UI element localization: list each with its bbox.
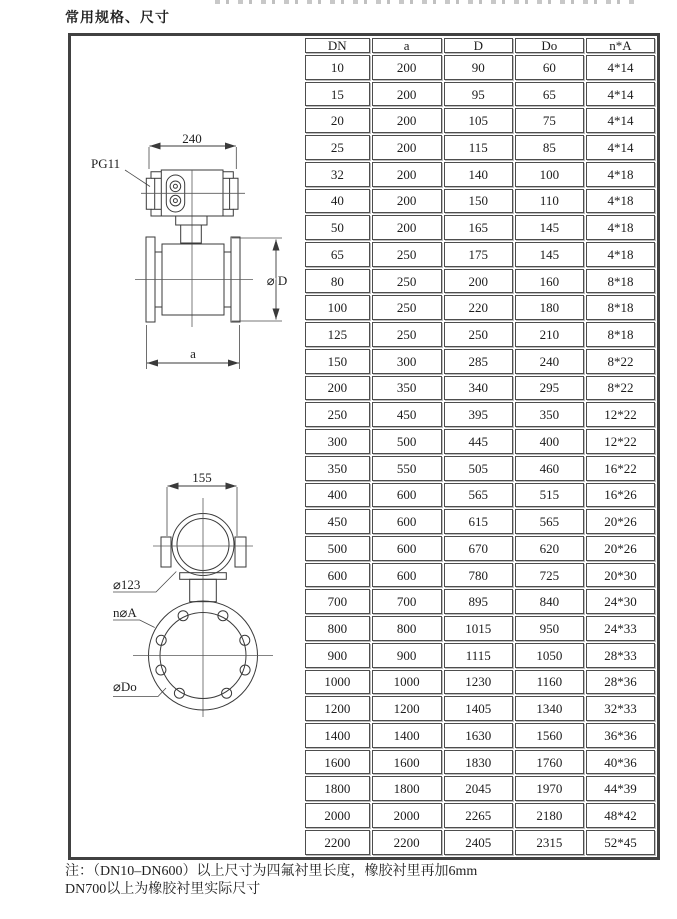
- table-row: [305, 402, 655, 427]
- table-cell: 1000: [372, 670, 442, 695]
- table-cell: 115: [444, 135, 513, 160]
- table-cell: 900: [305, 643, 370, 668]
- pg11-label: PG11: [91, 156, 121, 171]
- table-cell: 1160: [515, 670, 584, 695]
- dim-a-label: a: [190, 346, 196, 361]
- table-row: [305, 456, 655, 481]
- table-header-row: [305, 38, 655, 53]
- table-cell: 350: [305, 456, 370, 481]
- table-cell: 145: [515, 242, 584, 267]
- column-header: D: [444, 38, 513, 53]
- table-row: [305, 376, 655, 401]
- table-cell: 175: [444, 242, 513, 267]
- table-cell: 295: [515, 376, 584, 401]
- table-row: [305, 750, 655, 775]
- table-cell: 600: [372, 563, 442, 588]
- table-cell: 50: [305, 215, 370, 240]
- table-cell: 200: [372, 108, 442, 133]
- table-cell: 145: [515, 215, 584, 240]
- table-cell: 600: [305, 563, 370, 588]
- table-cell: 505: [444, 456, 513, 481]
- table-cell: 1000: [305, 670, 370, 695]
- table-cell: 200: [305, 376, 370, 401]
- table-cell: 16*22: [586, 456, 655, 481]
- table-cell: 4*18: [586, 162, 655, 187]
- dimension-drawing: [71, 36, 307, 857]
- table-cell: 52*45: [586, 830, 655, 855]
- table-cell: 4*18: [586, 189, 655, 214]
- table-cell: 20: [305, 108, 370, 133]
- table-cell: 4*18: [586, 215, 655, 240]
- table-cell: 515: [515, 483, 584, 508]
- table-cell: 8*18: [586, 269, 655, 294]
- cable-gland-hole: [170, 195, 181, 206]
- table-cell: 200: [372, 162, 442, 187]
- table-cell: 450: [305, 509, 370, 534]
- table-cell: 700: [372, 589, 442, 614]
- table-cell: 1200: [305, 696, 370, 721]
- table-cell: 125: [305, 322, 370, 347]
- table-cell: 36*36: [586, 723, 655, 748]
- table-cell: 2315: [515, 830, 584, 855]
- table-cell: 25: [305, 135, 370, 160]
- converter-tab-left: [161, 537, 171, 567]
- table-row: [305, 269, 655, 294]
- table-cell: 65: [305, 242, 370, 267]
- table-cell: 150: [305, 349, 370, 374]
- table-cell: 565: [444, 483, 513, 508]
- table-cell: 8*18: [586, 295, 655, 320]
- table-row: [305, 242, 655, 267]
- dia-123-label: ⌀123: [113, 577, 141, 592]
- table-cell: 200: [372, 215, 442, 240]
- table-cell: 15: [305, 82, 370, 107]
- table-row: [305, 723, 655, 748]
- spec-table: [303, 36, 657, 857]
- cropped-text-remnant: [215, 0, 635, 4]
- table-cell: 20*26: [586, 509, 655, 534]
- table-cell: 85: [515, 135, 584, 160]
- table-cell: 180: [515, 295, 584, 320]
- table-row: [305, 429, 655, 454]
- table-cell: 28*36: [586, 670, 655, 695]
- table-row: [305, 830, 655, 855]
- table-cell: 200: [372, 135, 442, 160]
- table-cell: 40*36: [586, 750, 655, 775]
- table-cell: 600: [372, 509, 442, 534]
- table-row: [305, 322, 655, 347]
- table-cell: 12*22: [586, 402, 655, 427]
- table-cell: 20*30: [586, 563, 655, 588]
- table-cell: 445: [444, 429, 513, 454]
- table-cell: 895: [444, 589, 513, 614]
- table-cell: 2180: [515, 803, 584, 828]
- table-cell: 250: [372, 295, 442, 320]
- table-cell: 1115: [444, 643, 513, 668]
- table-row: [305, 536, 655, 561]
- table-cell: 340: [444, 376, 513, 401]
- table-cell: 565: [515, 509, 584, 534]
- spec-sheet-frame: [68, 33, 660, 860]
- table-cell: 1400: [305, 723, 370, 748]
- table-cell: 60: [515, 55, 584, 80]
- table-cell: 1400: [372, 723, 442, 748]
- table-cell: 100: [305, 295, 370, 320]
- table-cell: 800: [372, 616, 442, 641]
- table-cell: 350: [515, 402, 584, 427]
- table-cell: 1600: [372, 750, 442, 775]
- table-cell: 48*42: [586, 803, 655, 828]
- table-row: [305, 776, 655, 801]
- converter-side-view: [91, 131, 245, 327]
- table-cell: 400: [515, 429, 584, 454]
- table-cell: 240: [515, 349, 584, 374]
- table-cell: 2405: [444, 830, 513, 855]
- table-cell: 600: [372, 483, 442, 508]
- table-cell: 200: [372, 55, 442, 80]
- table-cell: 300: [305, 429, 370, 454]
- table-row: [305, 643, 655, 668]
- table-cell: 4*14: [586, 108, 655, 133]
- table-cell: 8*22: [586, 349, 655, 374]
- table-cell: 220: [444, 295, 513, 320]
- table-cell: 800: [305, 616, 370, 641]
- table-cell: 20*26: [586, 536, 655, 561]
- table-cell: 140: [444, 162, 513, 187]
- table-cell: 725: [515, 563, 584, 588]
- table-row: [305, 670, 655, 695]
- table-cell: 28*33: [586, 643, 655, 668]
- table-cell: 105: [444, 108, 513, 133]
- page-title: 常用规格、尺寸: [65, 11, 170, 26]
- table-cell: 550: [372, 456, 442, 481]
- table-cell: 1340: [515, 696, 584, 721]
- table-row: [305, 616, 655, 641]
- table-cell: 200: [444, 269, 513, 294]
- table-row: [305, 509, 655, 534]
- table-cell: 250: [305, 402, 370, 427]
- table-cell: 90: [444, 55, 513, 80]
- table-cell: 32*33: [586, 696, 655, 721]
- table-row: [305, 55, 655, 80]
- table-row: [305, 135, 655, 160]
- table-cell: 600: [372, 536, 442, 561]
- table-cell: 16*26: [586, 483, 655, 508]
- footnote-line-2: DN700以上为橡胶衬里实际尺寸: [65, 882, 261, 897]
- dim-155-label: 155: [192, 470, 212, 485]
- table-cell: 460: [515, 456, 584, 481]
- table-cell: 2200: [305, 830, 370, 855]
- table-cell: 80: [305, 269, 370, 294]
- table-cell: 150: [444, 189, 513, 214]
- table-cell: 95: [444, 82, 513, 107]
- table-cell: 285: [444, 349, 513, 374]
- table-cell: 4*18: [586, 242, 655, 267]
- table-row: [305, 295, 655, 320]
- table-cell: 1560: [515, 723, 584, 748]
- table-cell: 1760: [515, 750, 584, 775]
- table-cell: 10: [305, 55, 370, 80]
- table-row: [305, 108, 655, 133]
- table-cell: 24*33: [586, 616, 655, 641]
- table-cell: 8*18: [586, 322, 655, 347]
- table-cell: 620: [515, 536, 584, 561]
- table-cell: 200: [372, 82, 442, 107]
- table-cell: 900: [372, 643, 442, 668]
- table-cell: 2265: [444, 803, 513, 828]
- column-header: n*A: [586, 38, 655, 53]
- table-cell: 615: [444, 509, 513, 534]
- table-cell: 40: [305, 189, 370, 214]
- table-cell: 300: [372, 349, 442, 374]
- footnotes: [65, 863, 640, 899]
- table-cell: 2200: [372, 830, 442, 855]
- table-cell: 350: [372, 376, 442, 401]
- table-cell: 75: [515, 108, 584, 133]
- sensor-side-view: [135, 237, 287, 369]
- table-cell: 670: [444, 536, 513, 561]
- table-cell: 4*14: [586, 55, 655, 80]
- table-cell: 250: [444, 322, 513, 347]
- table-cell: 1800: [305, 776, 370, 801]
- table-cell: 44*39: [586, 776, 655, 801]
- dim-diameter-d-label: ⌀ D: [266, 273, 288, 288]
- table-cell: 1830: [444, 750, 513, 775]
- table-row: [305, 483, 655, 508]
- table-cell: 110: [515, 189, 584, 214]
- cable-gland-hole: [170, 181, 181, 192]
- table-cell: 250: [372, 269, 442, 294]
- column-header: DN: [305, 38, 370, 53]
- column-header: a: [372, 38, 442, 53]
- table-cell: 1600: [305, 750, 370, 775]
- table-cell: 1230: [444, 670, 513, 695]
- footnote-line-1: 注：（DN10–DN600）以上尺寸为四氟衬里长度，橡胶衬里再加6mm: [65, 864, 478, 879]
- table-cell: 2045: [444, 776, 513, 801]
- table-cell: 1405: [444, 696, 513, 721]
- table-row: [305, 589, 655, 614]
- table-cell: 4*14: [586, 135, 655, 160]
- table-cell: 32: [305, 162, 370, 187]
- column-header: Do: [515, 38, 584, 53]
- front-view: [113, 470, 273, 717]
- table-cell: 100: [515, 162, 584, 187]
- table-cell: 950: [515, 616, 584, 641]
- table-cell: 12*22: [586, 429, 655, 454]
- converter-tab-right: [235, 537, 246, 567]
- table-cell: 165: [444, 215, 513, 240]
- table-cell: 450: [372, 402, 442, 427]
- table-row: [305, 215, 655, 240]
- table-row: [305, 696, 655, 721]
- table-cell: 1630: [444, 723, 513, 748]
- table-cell: 8*22: [586, 376, 655, 401]
- dimension-table: [303, 36, 657, 857]
- table-row: [305, 82, 655, 107]
- table-cell: 1050: [515, 643, 584, 668]
- bolt-circle-dia-label: ⌀Do: [113, 679, 137, 694]
- bolt-hole-count-label: n⌀A: [113, 605, 137, 620]
- table-cell: 1800: [372, 776, 442, 801]
- table-cell: 395: [444, 402, 513, 427]
- table-cell: 160: [515, 269, 584, 294]
- table-row: [305, 563, 655, 588]
- table-cell: 1015: [444, 616, 513, 641]
- table-cell: 2000: [305, 803, 370, 828]
- table-cell: 780: [444, 563, 513, 588]
- table-row: [305, 803, 655, 828]
- table-cell: 2000: [372, 803, 442, 828]
- table-cell: 840: [515, 589, 584, 614]
- table-row: [305, 349, 655, 374]
- table-cell: 65: [515, 82, 584, 107]
- table-cell: 500: [372, 429, 442, 454]
- table-cell: 200: [372, 189, 442, 214]
- table-cell: 500: [305, 536, 370, 561]
- table-cell: 24*30: [586, 589, 655, 614]
- table-cell: 1970: [515, 776, 584, 801]
- table-cell: 4*14: [586, 82, 655, 107]
- table-cell: 210: [515, 322, 584, 347]
- table-cell: 250: [372, 322, 442, 347]
- table-cell: 400: [305, 483, 370, 508]
- table-cell: 250: [372, 242, 442, 267]
- dim-240-label: 240: [182, 131, 202, 146]
- table-row: [305, 189, 655, 214]
- table-row: [305, 162, 655, 187]
- table-cell: 1200: [372, 696, 442, 721]
- table-cell: 700: [305, 589, 370, 614]
- table-body: [305, 55, 655, 855]
